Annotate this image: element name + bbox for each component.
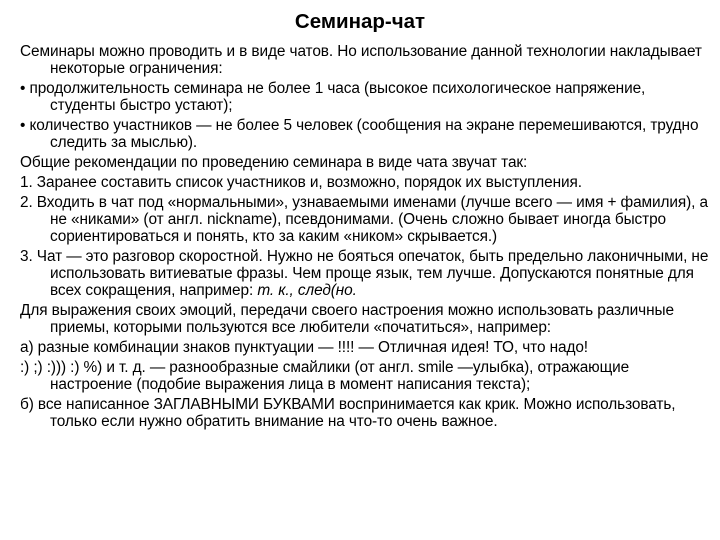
recommendation-3 [20, 248, 710, 299]
paragraph-text: :) ;) :))) :) %) и т. д. — разнообразные смайлики (от англ. smile —улыбка), отражающие настроение (подобие выражения лица в момент написания текста); [20, 359, 630, 393]
item-smileys [20, 359, 710, 393]
item-a-punctuation [20, 339, 710, 356]
paragraph-text: • продолжительность семинара не более 1 часа (высокое психологическое напряжение, студенты быстро устают); [20, 80, 646, 114]
item-b-capitals [20, 396, 710, 430]
paragraph-text: 1. Заранее составить список участников и, возможно, порядок их выступления. [20, 174, 582, 191]
recommendation-1 [20, 174, 710, 191]
bullet-duration [20, 80, 710, 114]
paragraph-text: Семинары можно проводить и в виде чатов. Но использование данной технологии накладывает некоторые ограничения: [20, 43, 702, 77]
slide-title: Семинар-чат [294, 10, 426, 33]
paragraph-text: б) все написанное ЗАГЛАВНЫМИ БУКВАМИ воспринимается как крик. Можно использовать, только если нужно обратить внимание на что-то очень важное. [20, 396, 676, 430]
bullet-participants [20, 117, 710, 151]
paragraph-text: Общие рекомендации по проведению семинара в виде чата звучат так: [20, 154, 528, 171]
paragraph-text: 2. Входить в чат под «нормальными», узнаваемыми именами (лучше всего — имя + фамилия), а не «никами» (от англ. nickname), псевдонимами. (Очень сложно бывает иногда быстро сориентироваться и понять, кто за каким «ником» скрывается.) [20, 194, 708, 245]
abbreviation-examples: т. к., след(но. [257, 282, 357, 299]
paragraph-intro [20, 43, 710, 77]
slide-body [20, 43, 710, 430]
paragraph-emotions [20, 302, 710, 336]
paragraph-text: 3. Чат — это разговор скоростной. Нужно не бояться опечаток, быть предельно лаконичными, не использовать витиеватые фразы. Чем проще язык, тем лучше. Допускаются понятные для всех сокращения, например: [20, 248, 709, 299]
paragraph-recommendations [20, 154, 710, 171]
paragraph-text: • количество участников — не более 5 человек (сообщения на экране перемешиваются, трудно следить за мыслью). [20, 117, 699, 151]
paragraph-text: а) разные комбинации знаков пунктуации — !!!! — Отличная идея! ТО, что надо! [20, 339, 588, 356]
recommendation-2 [20, 194, 710, 245]
paragraph-text: Для выражения своих эмоций, передачи своего настроения можно использовать различные приемы, которыми пользуются все любители «початиться», например: [20, 302, 674, 336]
